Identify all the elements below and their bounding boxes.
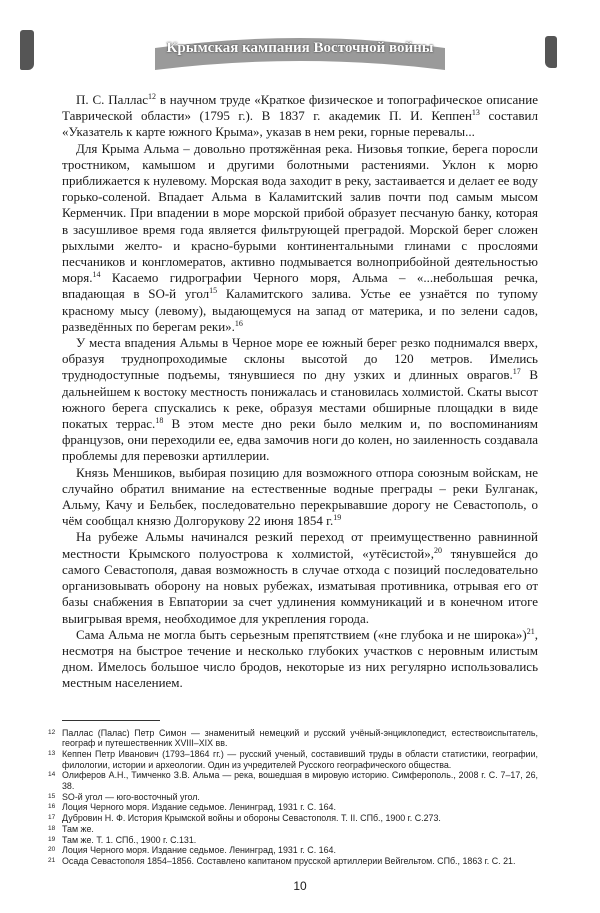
footnote-reference[interactable]: 21 <box>526 626 535 636</box>
paragraph <box>62 529 538 626</box>
footnote-reference[interactable]: 12 <box>148 92 156 101</box>
paragraph <box>62 141 538 335</box>
footnote <box>48 770 538 791</box>
paragraph-text: В этом месте дно реки было мелким и, по воспоминаниям французов, они переходили ее, едва замочив ноги до колен, но заиленность создавала проблемы для перевозки артиллерии. <box>62 416 538 464</box>
paragraph-text: Для Крыма Альма – довольно протяжённая река. Низовья топкие, берега поросли тростником, камышом и другими болотными растениями. Уклон к морю приближается к нулевому. Морская вода заходит в реку, застаивается и делает ее воду горько-соленой. Впадает Альма в Каламитский залив почти под самым мысом Керменчик. При впадении в море морской прибой образует песчаную банку, которая в засушливое время года является фильтрующей преградой. Морской берег сложен рыхлыми желто- и красно-бурыми континентальными глинами с прослоями песчаников и конгломератов, активно подмывается волноприбойной деятельностью моря. <box>62 140 538 286</box>
footnote <box>48 824 538 835</box>
paragraph <box>62 92 538 141</box>
paragraph-text: , несмотря на быстрое течение и несколько глубоких участков с неровным илистым дном. Имелось большое число бродов, некоторые из них регулярно использовались местным населением. <box>62 626 538 691</box>
page-number: 10 <box>293 878 307 893</box>
paragraph-text: в научном труде «Краткое физическое и топографическое описание Таврической области» (1795 г.). В 1837 г. академик П. И. Кеппен <box>62 92 538 124</box>
paragraph-text: П. С. Паллас <box>76 92 148 107</box>
paragraph-text: Сама Альма не могла быть серьезным препятствием («не глубока и не широка») <box>76 626 527 642</box>
footnote <box>48 802 538 813</box>
paragraph-text: В дальнейшем к востоку местность понижалась и становилась холмистой. Скаты высот южного берега спускались к реке, образуя местами обширные площадки в виде покатых террас. <box>62 367 539 432</box>
footnote-number: 14 <box>48 771 56 779</box>
footnote-number: 17 <box>48 814 56 822</box>
paragraph-text: Князь Меншиков, выбирая позицию для возможного отпора союзным войскам, не случайно обратил внимание на естественные водные преграды – реки Булганак, Альму, Качу и Бельбек, последовательно перекрывавшие дорогу не Севастополь, о чём сообщал князю Долгорукову 22 июня 1854 г. <box>62 464 538 529</box>
footnote <box>48 845 538 856</box>
footnote-number: 21 <box>48 856 56 864</box>
footnote-text: Олиферов А.Н., Тимченко З.В. Альма — река, вошедшая в мировую историю. Симферополь., 2008 г. С. 7–17, 26, 38. <box>62 770 538 792</box>
paragraph-text: составил «Указатель к карте южного Крыма», указав в нем реки, горные перевалы... <box>62 108 539 140</box>
footnote <box>48 856 538 867</box>
footnote-text: Осада Севастополя 1854–1856. Составлено капитаном прусской артиллерии Вейгельтом. СПб., 1863 г. С. 21. <box>62 855 516 866</box>
footnote-number: 12 <box>48 728 56 736</box>
paragraph <box>62 335 538 465</box>
footnote-reference[interactable]: 15 <box>209 286 218 296</box>
footnote <box>48 813 538 824</box>
footnote-number: 16 <box>48 803 56 811</box>
main-text <box>62 92 538 692</box>
footnote-text: Дубровин Н. Ф. История Крымской войны и обороны Севастополя. Т. II. СПб., 1900 г. С.273. <box>62 813 441 824</box>
paragraph <box>62 627 538 692</box>
footnote-text: Лоция Черного моря. Издание седьмое. Ленинград, 1931 г. С. 164. <box>62 802 336 813</box>
footnote-reference[interactable]: 19 <box>333 513 342 523</box>
footnote-text: Там же. <box>62 823 94 834</box>
footnote-number: 13 <box>48 749 56 757</box>
footnote-number: 18 <box>48 824 56 832</box>
paragraph-text: У места впадения Альмы в Черное море ее южный берег резко поднимался вверх, образуя труднопроходимые склоны высотой до 120 метров. Имелись труднодоступные подъемы, тянувшиеся по дну узких и длинных оврагов. <box>62 335 538 383</box>
footnote-text: SO-й угол — юго-восточный угол. <box>62 791 200 802</box>
paragraph-text: Каламитского залива. Устье ее узнаётся по тупому красному мысу (левому), выдающемуся на запад от материка, и по зелени садов, разведённых по берегам реки». <box>62 286 538 334</box>
footnote <box>48 792 538 803</box>
footnote <box>48 728 538 749</box>
running-header-title: Крымская кампания Восточной войны <box>166 40 434 56</box>
footnote-reference[interactable]: 17 <box>512 367 521 377</box>
paragraph-text: На рубеже Альмы начинался резкий переход от преимущественно равнинной местности Крымского полуострова к холмистой, «утёсистой», <box>62 529 538 561</box>
footnote-text: Паллас (Палас) Петр Симон — знаменитый немецкий и русский учёный-энциклопедист, естествоиспытатель, географ и путешественник XVIII–XIX вв. <box>62 727 538 749</box>
footnotes <box>48 728 538 867</box>
footnote-reference[interactable]: 18 <box>155 416 164 426</box>
footnote-separator <box>62 720 160 721</box>
footnote-text: Лоция Черного моря. Издание седьмое. Ленинград, 1931 г. С. 164. <box>62 845 336 856</box>
footnote-reference[interactable]: 20 <box>433 545 442 555</box>
footnote <box>48 835 538 846</box>
footnote-number: 19 <box>48 835 56 843</box>
footnote-number: 15 <box>48 792 56 800</box>
footnote-text: Кеппен Петр Иванович (1793–1864 гг.) — русский ученый, составивший труды в области статистики, географии, филологии, истории и археологии. Один из учредителей Русского географического общества. <box>62 748 538 770</box>
footnote-reference[interactable]: 14 <box>92 270 101 280</box>
footnote-text: Там же. Т. 1. СПб., 1900 г. С.131. <box>62 834 197 845</box>
footnote-number: 20 <box>48 846 56 854</box>
paragraph-text: тянувшейся до самого Севастополя, давая возможность в случае отхода с позиций последовательно организовывать оборону на новых рубежах, изматывая противника, отрывая его от базы снабжения в Евпатории за счет удлинения коммуникаций и в конечном итоге выигрывая время, необходимое для укрепления города. <box>62 545 538 626</box>
footnote-reference[interactable]: 13 <box>471 108 480 118</box>
footnote <box>48 749 538 770</box>
paragraph <box>62 465 538 530</box>
footnote-reference[interactable]: 16 <box>234 318 243 328</box>
paragraph-text: Касаемо гидрографии Черного моря, Альма – «...небольшая речка, впадающая в SO-й угол <box>62 270 538 302</box>
